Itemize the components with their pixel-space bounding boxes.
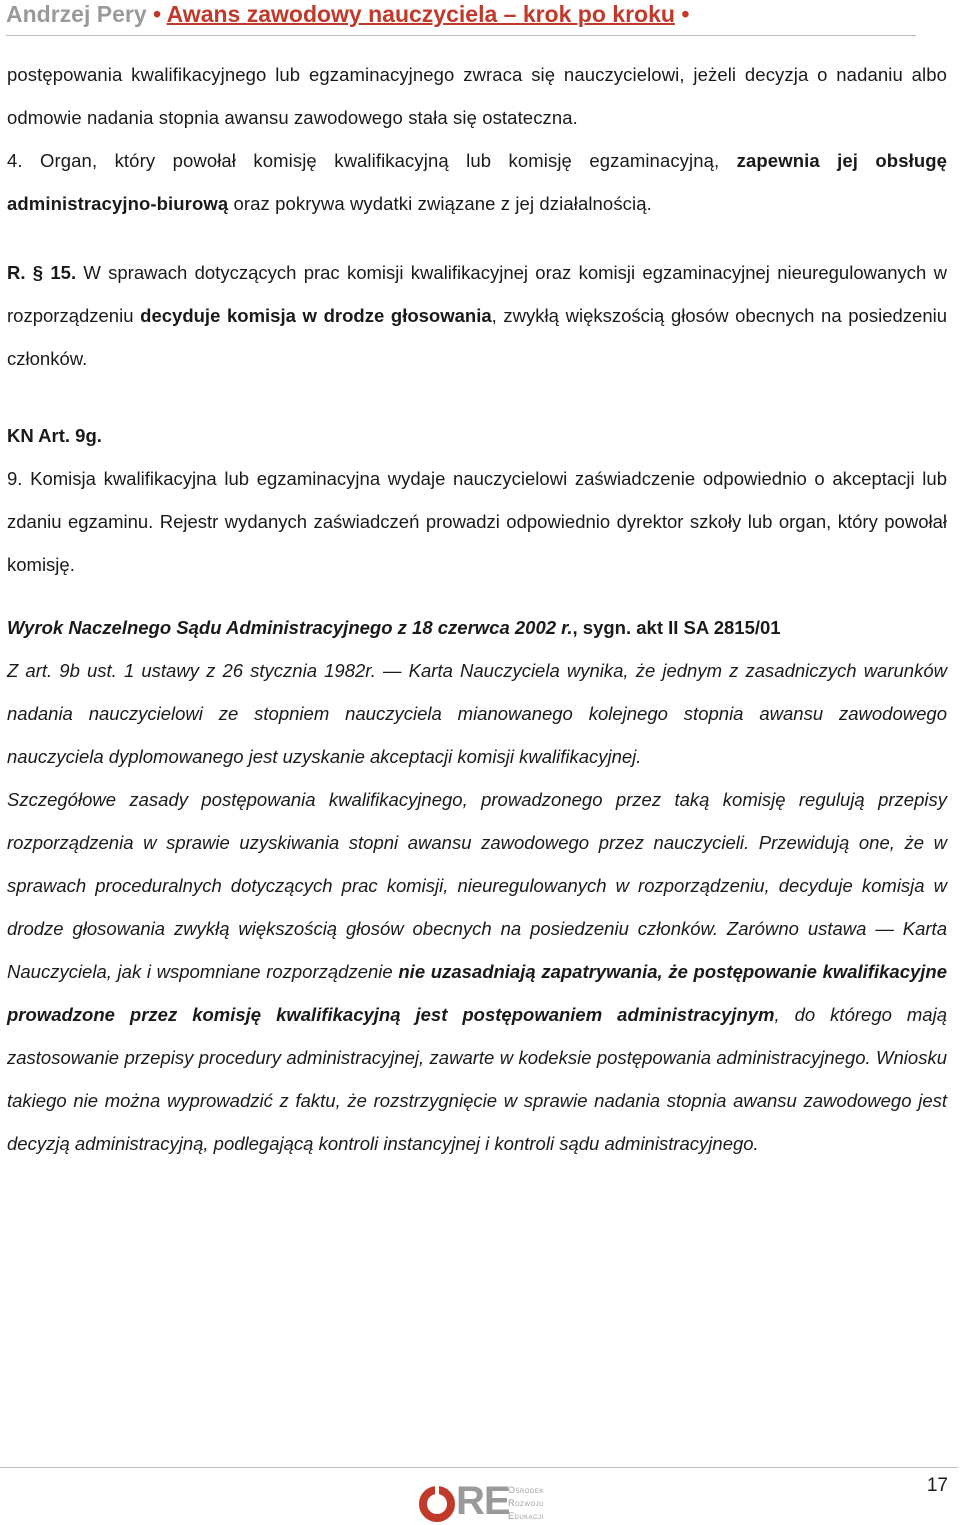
court-ruling-heading: Wyrok Naczelnego Sądu Administracyjnego z 18 czerwca 2002 r., sygn. akt II SA 2815/01	[7, 617, 781, 638]
paragraph-point-4: 4. Organ, który powołał komisję kwalifikacyjną lub komisję egzaminacyjną, zapewnia jej obsługę administracyjno-biurową oraz pokrywa wydatki związane z jej działalnością.	[7, 150, 948, 214]
bold-phrase: zapewnia jej obsługę administracyjno-biurową	[7, 150, 948, 214]
header-bullet-end: •	[681, 1, 690, 27]
section-heading: KN Art. 9g.	[7, 425, 102, 446]
bold-phrase: decyduje komisja w drodze głosowania	[140, 305, 492, 326]
bold-phrase: nie uzasadniają zapatrywania, że postępowanie kwalifikacyjne prowadzone przez komisję kwalifikacyjną jest postępowaniem administracyjnym	[7, 961, 947, 1025]
ore-o-icon	[418, 1485, 456, 1523]
paragraph-article-9g: 9. Komisja kwalifikacyjna lub egzaminacyjna wydaje nauczycielowi zaświadczenie odpowiednio o akceptacji lub zdaniu egzaminu. Rejestr wydanych zaświadczeń prowadzi odpowiednio dyrektor szkoły lub organ, który powołał komisję.	[7, 468, 947, 575]
ruling-paragraph-1: Z art. 9b ust. 1 ustawy z 26 stycznia 1982r. — Karta Nauczyciela wynika, że jednym z zasadniczych warunków nadania nauczycielowi ze stopniem nauczyciela mianowanego kolejnego stopnia awansu zawodowego nauczyciela dyplomowanego jest uzyskanie akceptacji komisji kwalifikacyjnej.	[7, 660, 947, 767]
footer-divider	[0, 1467, 958, 1468]
page-number: 17	[926, 1475, 948, 1496]
ore-logo	[418, 1479, 588, 1523]
logo-letters: RE	[456, 1479, 510, 1523]
paragraph-regulation-15: R. § 15. W sprawach dotyczących prac komisji kwalifikacyjnej oraz komisji egzaminacyjnej nieuregulowanych w rozporządzeniu decyduje komisja w drodze głosowania, zwykłą większością głosów obecnych na posiedzeniu członków.	[7, 262, 948, 369]
document-body	[7, 53, 947, 1165]
header-divider	[6, 35, 916, 36]
header-bullet: •	[153, 1, 162, 27]
running-header	[6, 0, 916, 30]
logo-subtitle: Ośrodek Rozwoju Edukacji	[508, 1485, 544, 1521]
paragraph-continuation: postępowania kwalifikacyjnego lub egzaminacyjnego zwraca się nauczycielowi, jeżeli decyzja o nadaniu albo odmowie nadania stopnia awansu zawodowego stała się ostateczna.	[7, 64, 947, 128]
header-author: Andrzej Pery	[6, 1, 147, 27]
header-title: Awans zawodowy nauczyciela – krok po kroku	[166, 1, 675, 27]
regulation-reference: R. § 15.	[7, 262, 77, 283]
ruling-paragraph-2: Szczegółowe zasady postępowania kwalifikacyjnego, prowadzonego przez taką komisję regulują przepisy rozporządzenia w sprawie uzyskiwania stopni awansu zawodowego przez nauczycieli. Przewidują one, że w sprawach proceduralnych dotyczących prac komisji, nieuregulowanych w rozporządzeniu, decyduje komisja w drodze głosowania zwykłą większością głosów obecnych na posiedzeniu członków. Zarówno ustawa — Karta Nauczyciela, jak i wspomniane rozporządzenie nie uzasadniają zapatrywania, że postępowanie kwalifikacyjne prowadzone przez komisję kwalifikacyjną jest postępowaniem administracyjnym, do którego mają zastosowanie przepisy procedury administracyjnej, zawarte w kodeksie postępowania administracyjnego. Wniosku takiego nie można wyprowadzić z faktu, że rozstrzygnięcie w sprawie nadania stopnia awansu zawodowego jest decyzją administracyjną, podlegającą kontroli instancyjnej i kontroli sądu administracyjnego.	[7, 789, 947, 1154]
